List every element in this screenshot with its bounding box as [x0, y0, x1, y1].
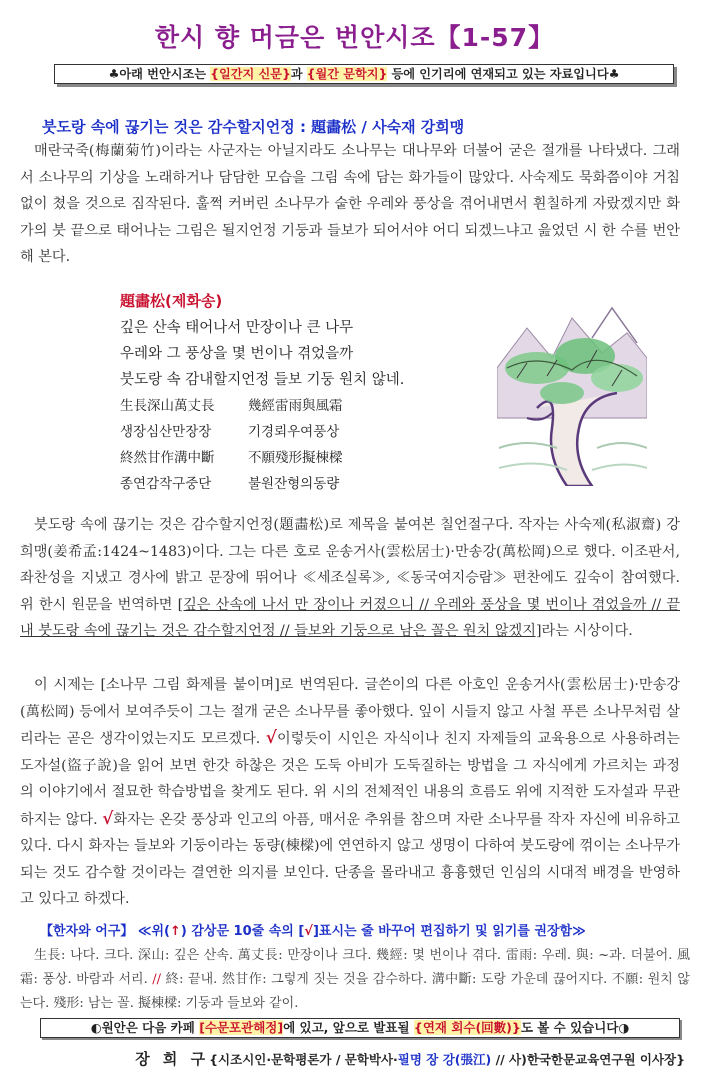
- notice-highlight-magazine: {월간 문학지}: [306, 67, 388, 81]
- poem-reading-cell: 기경뢰우여풍상: [248, 424, 340, 440]
- poem-title: 題畵松(제화송): [120, 292, 223, 310]
- analysis-paragraph-2: [20, 672, 680, 913]
- vocab-glossary: [20, 944, 690, 1016]
- page-title: 한시 향 머금은 번안시조【1-57】: [154, 23, 555, 52]
- poem-korean-line: 붓도랑 속 감내할지언정 들보 기둥 원치 않네.: [120, 372, 405, 388]
- poem-reading-cell: 불원잔형의동량: [248, 476, 340, 492]
- analysis-text: 붓도랑 속에 끊기는 것은 감수할지언정(題畵松)로 제목을 붙여본 칠언절구다. 작자는 사숙제(私淑齋) 강희맹(姜希孟:1424~1483)이다. 그는 다른 호로 운송거사(雲松居士)·만송강(萬松岡)으로 했다. 이조판서, 좌찬성을 지냈고 경사에 밝고 문장에 뛰어나 ≪세조실록≫, ≪동국여지승람≫ 편찬에도 깊숙이 참여했다. 위 한시 원문을 번역하면: [20, 517, 680, 613]
- vocab-heading-pre: 【한자와 어구】 ≪위(: [40, 924, 170, 939]
- article-subtitle: 붓도랑 속에 끊기는 것은 감수할지언정 : 題畵松 / 사숙재 강희맹: [42, 118, 465, 136]
- author-name: 장 희 구: [135, 1050, 210, 1068]
- analysis-text-end: 라는 시상이다.: [541, 623, 633, 639]
- poem-hanja-row: [120, 393, 480, 419]
- notice-text-post: 등에 인기리에 연재되고 있는 자료입니다♣: [387, 67, 620, 81]
- check-mark-icon: √: [102, 808, 114, 829]
- analysis-text: 이렇듯이 시인은 자식이나 친지 자제들의 교육용으로 사용하려는 도자설(盜子說)을 읽어 보면 한갓 하찮은 것은 도둑 아비가 도둑질하는 방법을 그 자식에게 가르치는 과정의 이야기에서 절묘한 학습방법을 찾게도 된다. 위 시의 전체적인 내용의 흐름도 위에 지적한 도자설과 무관하지는 않다.: [20, 731, 680, 828]
- poem-reading-row: [120, 419, 480, 445]
- analysis-paragraph-1: [20, 512, 680, 645]
- intro-paragraph: 매란국죽(梅蘭菊竹)이라는 사군자는 아닐지라도 소나무는 대나무와 더불어 굳은 절개를 나타냈다. 그래서 소나무의 기상을 노래하거나 담담한 모습을 그림 속에 담는 화가들이 많았다. 사숙제도 묵화쯤이야 거침없이 쳤을 것으로 짐작된다. 훌쩍 커버린 소나무가 숱한 우레와 풍상을 겪어내면서 휜칠하게 자랐겠지만 화가의 붓 끝으로 태어나는 그림은 될지언정 기둥과 들보가 되어서야 어디 되겠느냐고 읊었던 시 한 수를 번안해 본다.: [20, 143, 680, 265]
- notice-text-mid: 과: [290, 67, 307, 81]
- up-arrow-icon: ↑: [169, 924, 181, 939]
- notice-banner: [54, 64, 674, 84]
- poem-hanja-cell: 生長深山萬丈長: [120, 398, 215, 414]
- analysis-text: 화자는 온갖 풍상과 인고의 아픔, 매서운 추위를 참으며 자란 소나무를 작자 자신에 비유하고 있다. 다시 화자는 들보와 기둥이라는 동량(棟樑)에 연연하지 않고 생명이 다하여 붓도랑에 꺾이는 소나무가 되는 것도 감수할 것이라는 결연한 의지를 보인다. 단종을 몰라내고 흉흉했던 인심의 시대적 배경을 반영하고 있다고 하겠다.: [20, 811, 680, 907]
- poem-hanja-cell: 終然甘作溝中斷: [120, 450, 215, 466]
- poem-hanja-cell: 不願殘形擬棟樑: [248, 450, 343, 466]
- poem-korean-line: 깊은 산속 태어나서 만장이나 큰 나무: [120, 320, 354, 336]
- pine-tree-illustration: [497, 298, 647, 486]
- poem-reading-cell: 종연감작구중단: [120, 476, 212, 492]
- vocab-separator: //: [152, 972, 162, 987]
- footer-notice: [40, 1018, 680, 1038]
- cafe-name-link[interactable]: [수문포관해정]: [199, 1020, 284, 1035]
- author-pen-name: 필명 장 강(張江): [397, 1052, 492, 1067]
- notice-highlight-newspaper: {일간지 신문}: [210, 67, 291, 81]
- check-mark-icon: √: [304, 924, 313, 939]
- poem-reading-cell: 생장심산만장장: [120, 424, 212, 440]
- analysis-text: 이 시제는 [소나무 그림 화제를 붙이며]로 번역된다. 글쓴이의 다른 아호인 운송거사(雲松居士)·만송강(萬松岡) 등에서 보여주듯이 그는 절개 굳은 소나무를 좋아했다. 잎이 시들지 않고 사철 푸른 소나무처럼 살리라는 곧은 생각이었는지도 모르겠다.: [20, 677, 680, 747]
- footer-text-mid: 에 있고, 앞으로 발표될: [283, 1020, 414, 1035]
- vocab-heading: [40, 920, 586, 939]
- vocab-text: 生長: 나다. 크다. 深山: 깊은 산속. 萬丈長: 만장이나 크다. 幾經: 몇 번이나 겪다. 雷雨: 우레. 與: ~과. 더불어. 風霜: 풍상. 바람과 서리.: [20, 948, 690, 987]
- series-count-highlight: {연재 회수(回數)}: [413, 1020, 521, 1035]
- notice-text-pre: ♣아래 번안시조는: [108, 67, 211, 81]
- poem-korean-line: 우레와 그 풍상을 몇 번이나 겪었을까: [120, 346, 354, 362]
- check-mark-icon: √: [265, 728, 277, 748]
- poem-hanja-row: [120, 445, 480, 471]
- vocab-heading-post: ]표시는 줄 바꾸어 편집하기 및 읽기를 권장함≫: [312, 924, 586, 939]
- vocab-heading-mid: ) 감상문 10줄 속의 [: [180, 924, 305, 939]
- vocab-text: 終: 끝내. 然甘作: 그렇게 짓는 것을 감수하다. 溝中斷: 도랑 가운데 끊어지다. 不願: 원치 않는다. 殘形: 남는 꼴. 擬棟樑: 기둥과 들보와 같이.: [20, 972, 690, 1011]
- author-desc-tail: // 사)한국한문교육연구원 이사장}: [491, 1052, 685, 1067]
- author-desc: {시조시인·문학평론가 / 문학박사·: [209, 1052, 398, 1067]
- translation-underlined: [깊은 산속에 나서 만 장이나 커졌으니 // 우레와 풍상을 몇 번이나 겪었을까 // 끝내 붓도랑 속에 끊기는 것은 감수할지언정 // 들보와 기둥으로 남은 꼴은 원치 않겠지]: [20, 596, 680, 639]
- footer-text-post: 도 볼 수 있습니다◑: [520, 1020, 630, 1035]
- author-byline: [135, 1048, 685, 1069]
- footer-text-pre: ◐원안은 다음 카페: [90, 1020, 200, 1035]
- poem-hanja-cell: 幾經雷雨與風霜: [248, 398, 343, 414]
- poem-block: [120, 290, 480, 497]
- poem-reading-row: [120, 471, 480, 497]
